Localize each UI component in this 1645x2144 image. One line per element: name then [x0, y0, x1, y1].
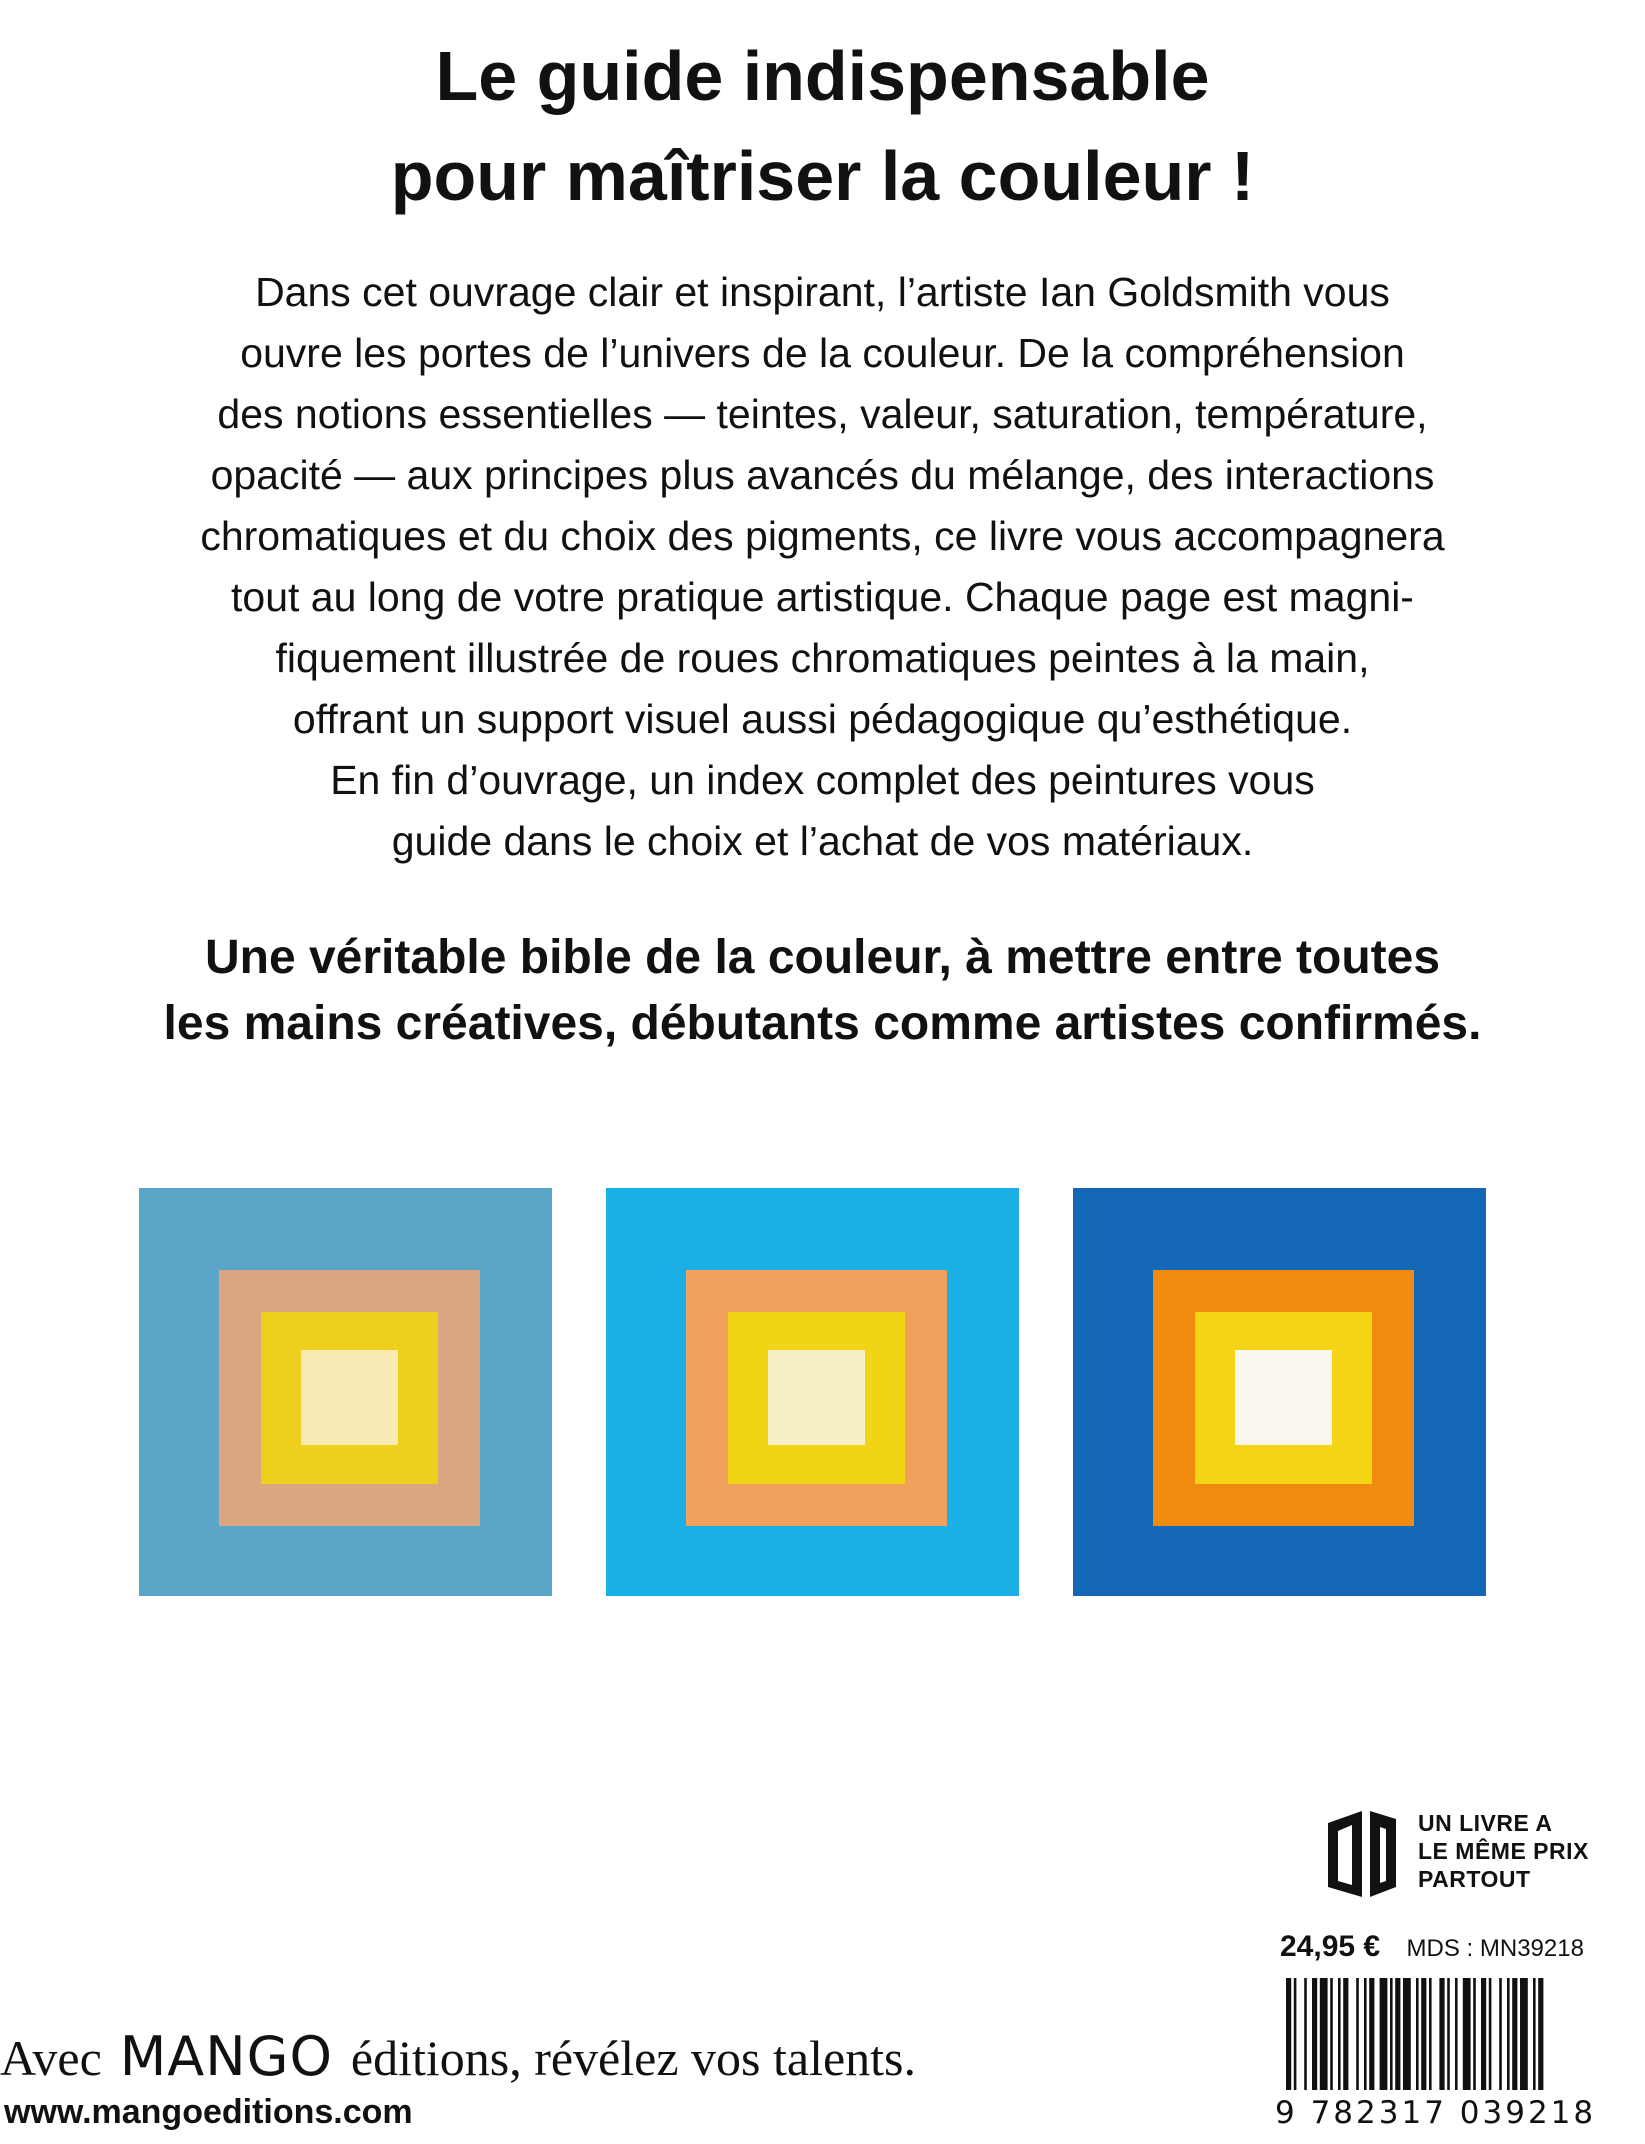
color-square-illustration [1073, 1188, 1486, 1596]
barcode-bar [1520, 1978, 1528, 2090]
barcode-bar [1338, 1978, 1341, 2090]
headline-line-2: pour maîtriser la couleur ! [390, 137, 1255, 215]
description-line: fiquement illustrée de roues chromatiques peintes à la main, [275, 635, 1370, 681]
isbn-number: 9 782317 039218 [1275, 2095, 1597, 2131]
barcode-bar [1343, 1978, 1348, 2090]
description-line: guide dans le choix et l’achat de vos matériaux. [391, 818, 1254, 864]
description-line: des notions essentielles — teintes, valeur, saturation, température, [217, 391, 1428, 437]
tagline-line-2: les mains créatives, débutants comme artistes confirmés. [163, 997, 1482, 1050]
tagline [0, 925, 1645, 1057]
barcode-bar [1421, 1978, 1426, 2090]
description-line: chromatiques et du choix des pigments, ce livre vous accompagnera [200, 513, 1445, 559]
slogan-prefix: Avec [0, 2030, 102, 2086]
barcode-bar [1416, 1978, 1419, 2090]
inner-square [301, 1350, 398, 1445]
barcode-bar [1447, 1978, 1450, 2090]
barcode-bar [1320, 1978, 1328, 2090]
barcode-bar [1304, 1978, 1307, 2090]
publisher-slogan [0, 2025, 916, 2088]
barcode-bar [1507, 1978, 1510, 2090]
barcode [1282, 1978, 1637, 2093]
color-square-illustration [606, 1188, 1019, 1596]
headline-line-1: Le guide indispensable [435, 37, 1210, 115]
barcode-bar [1439, 1978, 1444, 2090]
publisher-logo: MANGO [119, 2025, 333, 2088]
description [0, 262, 1645, 872]
barcode-bar [1330, 1978, 1333, 2090]
barcode-bar [1380, 1978, 1388, 2090]
barcode-bar [1533, 1978, 1536, 2090]
description-line: opacité — aux principes plus avancés du mélange, des interactions [210, 452, 1435, 498]
description-line: offrant un support visuel aussi pédagogique qu’esthétique. [292, 696, 1353, 742]
tagline-line-1: Une véritable bible de la couleur, à mettre entre toutes [204, 931, 1441, 984]
barcode-bar [1538, 1978, 1543, 2090]
description-line: Dans cet ouvrage clair et inspirant, l’artiste Ian Goldsmith vous [255, 269, 1390, 315]
barcode-bar [1312, 1978, 1317, 2090]
barcode-bar [1390, 1978, 1393, 2090]
description-line: ouvre les portes de l’univers de la couleur. De la compréhension [240, 330, 1405, 376]
barcode-bar [1294, 1978, 1297, 2090]
price-notice-line: LE MÊME PRIX [1418, 1838, 1589, 1864]
barcode-bar [1473, 1978, 1476, 2090]
barcode-bar [1499, 1978, 1502, 2090]
barcode-bar [1489, 1978, 1492, 2090]
price-notice-line: PARTOUT [1418, 1866, 1531, 1892]
price-notice-line: UN LIVRE A [1418, 1810, 1553, 1836]
barcode-bar [1356, 1978, 1359, 2090]
website-link[interactable]: www.mangoeditions.com [4, 2093, 413, 2131]
inner-square [768, 1350, 865, 1445]
barcode-bar [1403, 1978, 1411, 2090]
barcode-bar [1481, 1978, 1486, 2090]
barcode-bar [1512, 1978, 1517, 2090]
barcode-bar [1369, 1978, 1374, 2090]
barcode-bar [1429, 1978, 1432, 2090]
mds-code: MDS : MN39218 [1406, 1935, 1584, 1962]
book-price-logo-icon [1324, 1807, 1404, 1901]
barcode-bar [1395, 1978, 1400, 2090]
price: 24,95 € [1280, 1930, 1381, 1963]
price-row [1280, 1930, 1584, 1964]
color-square-illustration [139, 1188, 552, 1596]
slogan-suffix: éditions, révélez vos talents. [350, 2030, 917, 2086]
barcode-bar [1364, 1978, 1367, 2090]
barcode-bar [1455, 1978, 1458, 2090]
barcode-bar [1286, 1978, 1291, 2090]
description-line: tout au long de votre pratique artistique. Chaque page est magni- [231, 574, 1414, 620]
headline [0, 26, 1645, 226]
inner-square [1235, 1350, 1332, 1445]
description-line: En fin d’ouvrage, un index complet des peintures vous [330, 757, 1315, 803]
barcode-bar [1463, 1978, 1471, 2090]
